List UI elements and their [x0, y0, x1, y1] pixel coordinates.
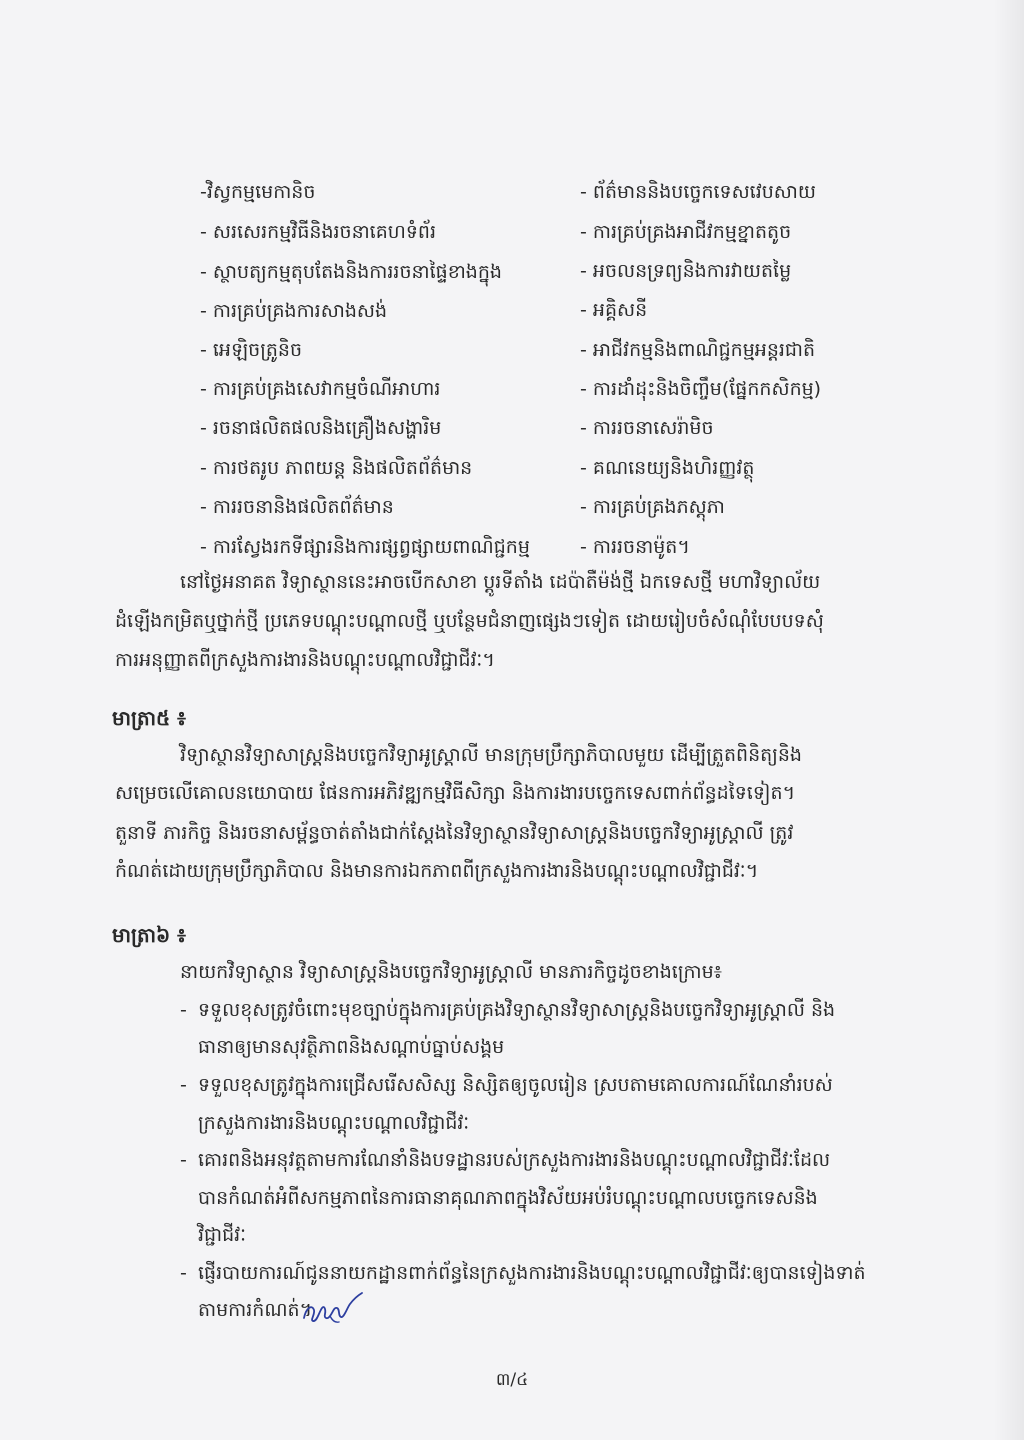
program-item: - ការស្វែងរកទីផ្សារនិងការផ្សព្វផ្សាយពាណិជ្ជកម្ម	[200, 536, 530, 558]
duty-line: បានកំណត់អំពីសកម្មភាពនៃការធានាគុណភាពក្នុងវិស័យអប់រំបណ្តុះបណ្តាលបច្ចេកទេសនិង	[198, 1187, 818, 1209]
program-item: - ការរចនាសេរ៉ាមិច	[580, 417, 714, 439]
program-item: - ការរចនានិងផលិតព័ត៌មាន	[200, 496, 394, 518]
article-6-heading: មាត្រា៦ ៖	[112, 923, 186, 947]
duty-line: ទទួលខុសត្រូវក្នុងការជ្រើសរើសសិស្ស និស្សិតឲ្យចូលរៀន ស្របតាមគោលការណ៍ណែនាំរបស់	[198, 1074, 833, 1096]
program-item: - ការគ្រប់គ្រងការសាងសង់	[200, 300, 388, 322]
duty-line: ក្រសួងការងារនិងបណ្តុះបណ្តាលវិជ្ជាជីវៈ	[198, 1112, 470, 1134]
program-item: - ស្ថាបត្យកម្មតុបតែងនិងការរចនាផ្ទៃខាងក្នុង	[200, 261, 502, 283]
paragraph-line: ការអនុញ្ញាតពីក្រសួងការងារនិងបណ្តុះបណ្តាលវិជ្ជាជីវៈ។	[115, 649, 495, 671]
paragraph-line: វិទ្យាស្ថានវិទ្យាសាស្ត្រនិងបច្ចេកវិទ្យាអូស្ត្រាលី មានក្រុមប្រឹក្សាភិបាលមួយ ដើម្បីត្រួតពិនិត្យនិង	[180, 744, 802, 766]
program-item: -វិស្វកម្មមេកានិច	[200, 181, 316, 203]
paragraph-line: នៅថ្ងៃអនាគត វិទ្យាស្ថាននេះអាចបើកសាខា ប្តូរទីតាំង ដេប៉ាតឺម៉ង់ថ្មី ឯកទេសថ្មី មហាវិទ្យាល័យ	[180, 571, 821, 593]
program-item: - គណនេយ្យនិងហិរញ្ញវត្ថុ	[580, 457, 755, 479]
page-number: ៣/៤	[495, 1370, 529, 1390]
duty-line: គោរពនិងអនុវត្តតាមការណែនាំនិងបទដ្ឋានរបស់ក្រសួងការងារនិងបណ្តុះបណ្តាលវិជ្ជាជីវៈដែល	[198, 1149, 831, 1171]
paragraph-line: សម្រេចលើគោលនយោបាយ ផែនការអភិវឌ្ឍកម្មវិធីសិក្សា និងការងារបច្ចេកទេសពាក់ព័ន្ធដទៃទៀត។	[115, 782, 796, 804]
program-item: - អចលនទ្រព្យនិងការវាយតម្លៃ	[580, 260, 792, 282]
program-item: - ការរចនាម៉ូត។	[580, 536, 690, 558]
duty-line: ធានាឲ្យមានសុវត្ថិភាពនិងសណ្តាប់ធ្នាប់សង្គម	[198, 1036, 505, 1058]
duty-line: ផ្ញើរបាយការណ៍ជូននាយកដ្ឋានពាក់ព័ន្ធនៃក្រសួងការងារនិងបណ្តុះបណ្តាលវិជ្ជាជីវៈឲ្យបានទៀងទាត់	[198, 1262, 866, 1284]
signature-initials	[300, 1290, 366, 1326]
program-item: - រចនាផលិតផលនិងគ្រឿងសង្ហារិម	[200, 417, 442, 439]
paragraph-line: ដំឡើងកម្រិតឬថ្នាក់ថ្មី ប្រភេទបណ្តុះបណ្តាលថ្មី ឬបន្ថែមជំនាញផ្សេងៗទៀត ដោយរៀបចំសំណុំបែបបទសុំ	[115, 610, 824, 632]
program-item: - ការថតរូប ភាពយន្ត និងផលិតព័ត៌មាន	[200, 457, 473, 479]
duty-line: តាមការកំណត់។	[198, 1299, 313, 1321]
article-6-intro: នាយកវិទ្យាស្ថាន វិទ្យាសាស្ត្រនិងបច្ចេកវិទ្យាអូស្ត្រាលី មានភារកិច្ចដូចខាងក្រោម៖	[180, 961, 723, 983]
duty-line: ទទួលខុសត្រូវចំពោះមុខច្បាប់ក្នុងការគ្រប់គ្រងវិទ្យាស្ថានវិទ្យាសាស្ត្រនិងបច្ចេកវិទ្យាអូស្ត្រាលី និង	[198, 999, 836, 1021]
program-item: - ព័ត៌មាននិងបច្ចេកទេសវេបសាយ	[580, 181, 817, 203]
duty-marker: -	[180, 999, 187, 1021]
program-item: - សរសេរកម្មវិធីនិងរចនាគេហទំព័រ	[200, 221, 437, 243]
duty-marker: -	[180, 1262, 187, 1284]
program-item: - អាជីវកម្មនិងពាណិជ្ជកម្មអន្តរជាតិ	[580, 339, 816, 361]
program-item: - ការគ្រប់គ្រងសេវាកម្មចំណីអាហារ	[200, 378, 441, 400]
duty-line: វិជ្ជាជីវៈ	[198, 1224, 247, 1246]
program-item: - អេឡិចត្រូនិច	[200, 339, 303, 361]
paragraph-line: តួនាទី ភារកិច្ច និងរចនាសម្ព័ន្ធចាត់តាំងជាក់ស្តែងនៃវិទ្យាស្ថានវិទ្យាសាស្ត្រនិងបច្ចេកវិទ្យាអូស្ត្រាលី ត្រូវ	[115, 822, 794, 844]
article-5-heading: មាត្រា៥ ៖	[112, 706, 186, 730]
program-item: - ការគ្រប់គ្រងអាជីវកម្មខ្នាតតូច	[580, 221, 792, 243]
program-item: - អគ្គិសនី	[580, 299, 648, 321]
program-item: - ការគ្រប់គ្រងភស្តុភា	[580, 496, 725, 518]
program-item: - ការដាំដុះនិងចិញ្ចឹម(ផ្នែកកសិកម្ម)	[580, 378, 822, 400]
duty-marker: -	[180, 1074, 187, 1096]
duty-marker: -	[180, 1149, 187, 1171]
paragraph-line: កំណត់ដោយក្រុមប្រឹក្សាភិបាល និងមានការឯកភាពពីក្រសួងការងារនិងបណ្តុះបណ្តាលវិជ្ជាជីវៈ។	[115, 860, 759, 882]
